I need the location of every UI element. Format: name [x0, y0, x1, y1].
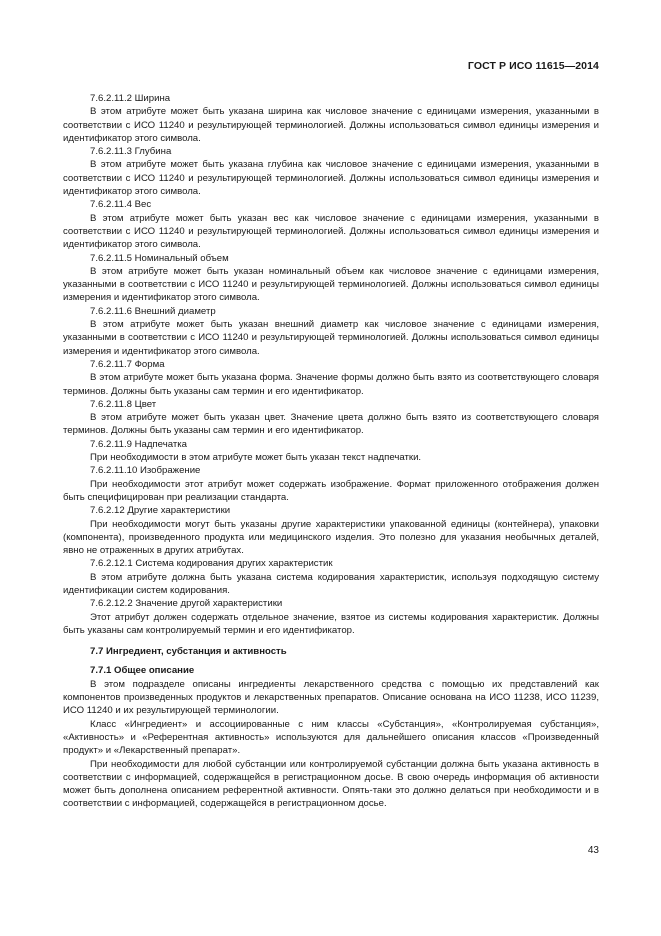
section-heading: 7.7.1 Общее описание	[90, 665, 195, 677]
paragraph: Этот атрибут должен содержать отдельное значение, взятое из системы кодирования характеристик. Должны быть указаны сам контролируемый термин и его идентификатор.	[63, 611, 599, 636]
paragraph: В этом подразделе описаны ингредиенты лекарственного средства с помощью их представлений как компонентов произведенных продуктов и лекарственных препаратов. Описание основана на ИСО 11238, ИСО 11239, ИСО 11240 и их результирующей терминологии.	[63, 678, 599, 717]
paragraph: В этом атрибуте должна быть указана система кодирования характеристик, используя подходящую систему идентификации систем кодирования.	[63, 571, 599, 596]
subsection-heading: 7.6.2.11.8 Цвет	[90, 398, 157, 410]
subsection-heading: 7.6.2.11.9 Надпечатка	[90, 438, 187, 450]
paragraph: При необходимости этот атрибут может содержать изображение. Формат приложенного отображения должен быть специфицирован при реализации стандарта.	[63, 478, 599, 503]
subsection-heading: 7.6.2.12.1 Система кодирования других характеристик	[90, 558, 333, 570]
paragraph: В этом атрибуте может быть указана форма. Значение формы должно быть взято из соответствующего словаря терминов. Должны быть указаны сам термин и его идентификатор.	[63, 372, 599, 397]
paragraph: В этом атрибуте может быть указана ширина как числовое значение с единицами измерения, указанными в соответствии с ИСО 11240 и результирующей терминологией. Должны использоваться символ единицы измерения и идентификатор этого символа.	[63, 106, 599, 144]
subsection-heading: 7.6.2.11.5 Номинальный объем	[90, 252, 229, 264]
document-body	[63, 92, 599, 811]
page-number: 43	[587, 845, 599, 856]
section-heading: 7.7 Ингредиент, субстанция и активность	[90, 646, 287, 658]
paragraph: В этом атрибуте может быть указан вес как числовое значение с единицами измерения, указанными в соответствии с ИСО 11240 и результирующей терминологией. Должны использоваться символ единицы измерения и идентификатор этого символа.	[63, 212, 599, 251]
paragraph: При необходимости для любой субстанции или контролируемой субстанции должна быть указана активность в соответствии с информацией, содержащейся в регистрационном досье. В свою очередь информация об активности может быть дополнена описанием референтной активности. Опять-таки это должно делаться при необходимости и в соответствии с информацией, содержащейся в регистрационном досье.	[63, 758, 599, 810]
paragraph: Класс «Ингредиент» и ассоциированные с ним классы «Субстанция», «Контролируемая субстанция», «Активность» и «Референтная активность» используются для дальнейшего описания классов «Произведенный продукт» и «Лекарственный препарат».	[63, 718, 599, 757]
paragraph: В этом атрибуте может быть указан внешний диаметр как числовое значение с единицами измерения, указанными в соответствии с ИСО 11240 и результирующей терминологией. Должны использоваться символ единицы измерения и идентификатор этого символа.	[63, 319, 599, 357]
document-code-header: ГОСТ Р ИСО 11615—2014	[467, 60, 599, 72]
subsection-heading: 7.6.2.11.4 Вес	[90, 199, 152, 211]
paragraph: В этом атрибуте может быть указан цвет. Значение цвета должно быть взято из соответствующего словаря терминов. Должны быть указаны сам термин и его идентификатор.	[63, 412, 599, 437]
paragraph: При необходимости могут быть указаны другие характеристики упакованной единицы (контейнера), упаковки (компонента), произведенного продукта или медицинского изделия. Это полезно для указания необычных деталей, явно не отраженных в других атрибутах.	[63, 518, 599, 557]
subsection-heading: 7.6.2.11.6 Внешний диаметр	[90, 305, 216, 317]
subsection-heading: 7.6.2.12 Другие характеристики	[90, 505, 231, 517]
subsection-heading: 7.6.2.11.10 Изображение	[90, 465, 201, 477]
subsection-heading: 7.6.2.12.2 Значение другой характеристики	[90, 598, 283, 610]
subsection-heading: 7.6.2.11.7 Форма	[90, 358, 165, 370]
paragraph: При необходимости в этом атрибуте может быть указан текст надпечатки.	[90, 452, 422, 464]
subsection-heading: 7.6.2.11.2 Ширина	[90, 93, 171, 104]
paragraph: В этом атрибуте может быть указана глубина как числовое значение с единицами измерения, указанными в соответствии с ИСО 11240 и результирующей терминологией. Должны использоваться символ единицы измерения и идентификатор этого символа.	[63, 159, 599, 198]
paragraph: В этом атрибуте может быть указан номинальный объем как числовое значение с единицами измерения, указанными в соответствии с ИСО 11240 и результирующей терминологией. Должны использоваться символ единицы измерения и идентификатор этого символа.	[63, 265, 599, 304]
subsection-heading: 7.6.2.11.3 Глубина	[90, 146, 172, 158]
